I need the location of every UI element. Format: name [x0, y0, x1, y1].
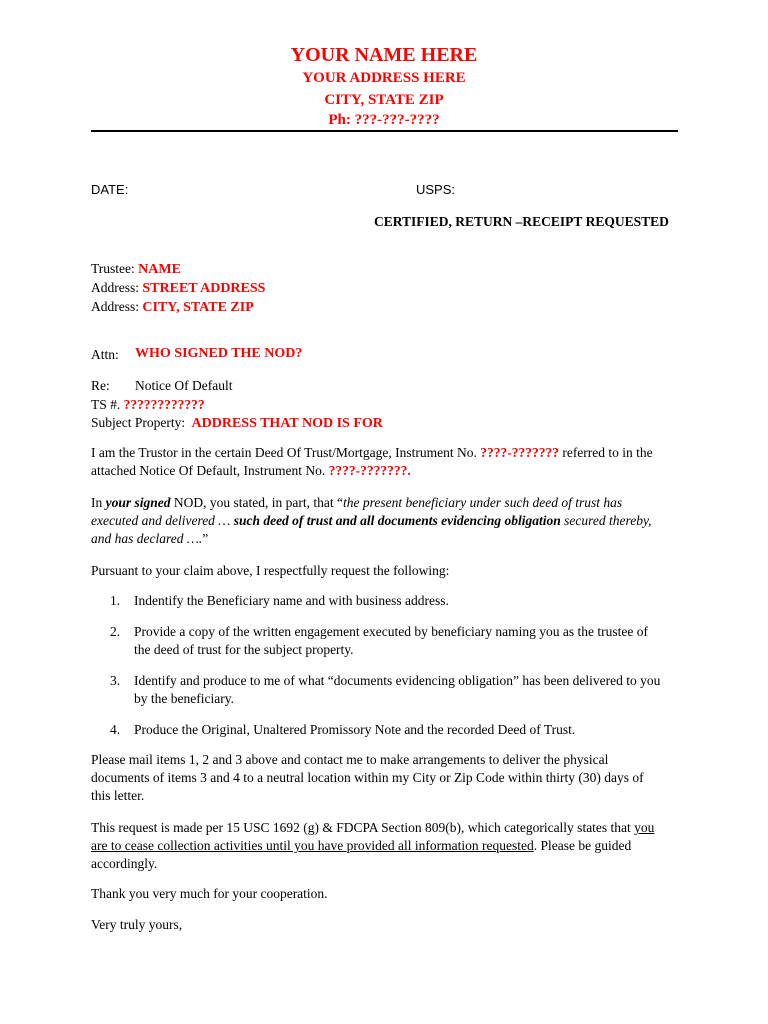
para2-text: In	[91, 495, 103, 510]
para2-quote: and has declared ….	[91, 531, 203, 546]
para2-quote: the present beneficiary under such deed of trust has	[342, 495, 623, 510]
instrument-number-1: ????-???????	[480, 445, 559, 460]
para4-text: documents of items 3 and 4 to a neutral location within my City or Zip Code within thirty (30) days of	[91, 770, 644, 785]
usps-label: USPS:	[416, 182, 456, 197]
subject-property-value: ADDRESS THAT NOD IS FOR	[191, 416, 383, 431]
address-label: Address:	[91, 299, 139, 314]
para4-text: Please mail items 1, 2 and 3 above and contact me to make arrangements to deliver the physical	[91, 752, 609, 767]
sender-phone: Ph: ???-???-????	[328, 112, 440, 128]
subject-property-label: Subject Property:	[91, 415, 186, 430]
trustee-line	[91, 260, 181, 279]
paragraph-nod-quote	[91, 494, 681, 548]
para2-quote: secured thereby,	[564, 513, 652, 528]
para1-text: I am the Trustor in the certain Deed Of Trust/Mortgage, Instrument No.	[91, 445, 477, 460]
trustee-city-line	[91, 298, 254, 317]
trustee-street: STREET ADDRESS	[142, 281, 266, 296]
ts-label: TS #.	[91, 397, 121, 412]
para5-text: accordingly.	[91, 856, 158, 871]
attn-label: Attn:	[91, 347, 119, 362]
list-item-number: 3.	[110, 673, 121, 688]
certified-mail-notice: CERTIFIED, RETURN –RECEIPT REQUESTED	[374, 214, 669, 229]
para2-quote-emphasis: such deed of trust and all documents evidencing obligation	[233, 513, 561, 528]
closing: Very truly yours,	[91, 917, 183, 932]
list-item-text: Indentify the Beneficiary name and with business address.	[134, 593, 449, 608]
para5-underlined: you	[634, 820, 655, 835]
list-item	[110, 592, 449, 610]
para2-text: NOD, you stated, in part, that “	[173, 495, 343, 510]
re-value: Notice Of Default	[135, 378, 233, 393]
paragraph-legal-basis	[91, 819, 681, 873]
list-item-text: Produce the Original, Unaltered Promissory Note and the recorded Deed of Trust.	[134, 722, 576, 737]
list-item-number: 2.	[110, 624, 121, 639]
list-item-text: by the beneficiary.	[134, 691, 234, 706]
para2-emphasis: your signed	[105, 495, 171, 510]
list-item	[110, 672, 660, 708]
trustee-name: NAME	[138, 262, 181, 277]
para1-text: attached Notice Of Default, Instrument No.	[91, 463, 326, 478]
sender-city: CITY, STATE ZIP	[324, 92, 444, 108]
instrument-number-2: ????-???????.	[328, 463, 411, 478]
ts-number: ????????????	[123, 397, 205, 412]
para5-text: . Please be guided	[533, 838, 632, 853]
subject-property-line	[91, 414, 383, 433]
para1-text: referred to in the	[562, 445, 653, 460]
paragraph-thanks: Thank you very much for your cooperation.	[91, 886, 328, 901]
address-label: Address:	[91, 280, 139, 295]
paragraph-mail-items	[91, 751, 681, 805]
list-item-text: the deed of trust for the subject property.	[134, 642, 354, 657]
trustee-city: CITY, STATE ZIP	[142, 300, 254, 315]
paragraph-trustor	[91, 444, 681, 480]
trustee-street-line	[91, 279, 265, 298]
para5-text: This request is made per 15 USC 1692 (g) & FDCPA Section 809(b), which categorically states that	[91, 820, 631, 835]
sender-name: YOUR NAME HERE	[290, 44, 478, 66]
paragraph-request-intro: Pursuant to your claim above, I respectfully request the following:	[91, 563, 450, 578]
list-item	[110, 721, 575, 739]
para4-text: this letter.	[91, 788, 145, 803]
para2-quote: executed and delivered …	[91, 513, 231, 528]
header-divider	[91, 130, 678, 132]
list-item-number: 1.	[110, 593, 121, 608]
date-label: DATE:	[91, 182, 129, 197]
list-item-text: Identify and produce to me of what “documents evidencing obligation” has been delivered to you	[134, 673, 661, 688]
para5-underlined: are to cease collection activities until you have provided all information requested	[91, 838, 534, 853]
list-item-number: 4.	[110, 722, 121, 737]
sender-address: YOUR ADDRESS HERE	[302, 70, 466, 86]
attn-value: WHO SIGNED THE NOD?	[135, 346, 303, 361]
re-label: Re:	[91, 378, 110, 393]
trustee-label: Trustee:	[91, 261, 135, 276]
ts-line	[91, 396, 205, 414]
para2-text: ”	[202, 531, 209, 546]
list-item	[110, 623, 648, 659]
list-item-text: Provide a copy of the written engagement executed by beneficiary naming you as the trustee of	[134, 624, 648, 639]
